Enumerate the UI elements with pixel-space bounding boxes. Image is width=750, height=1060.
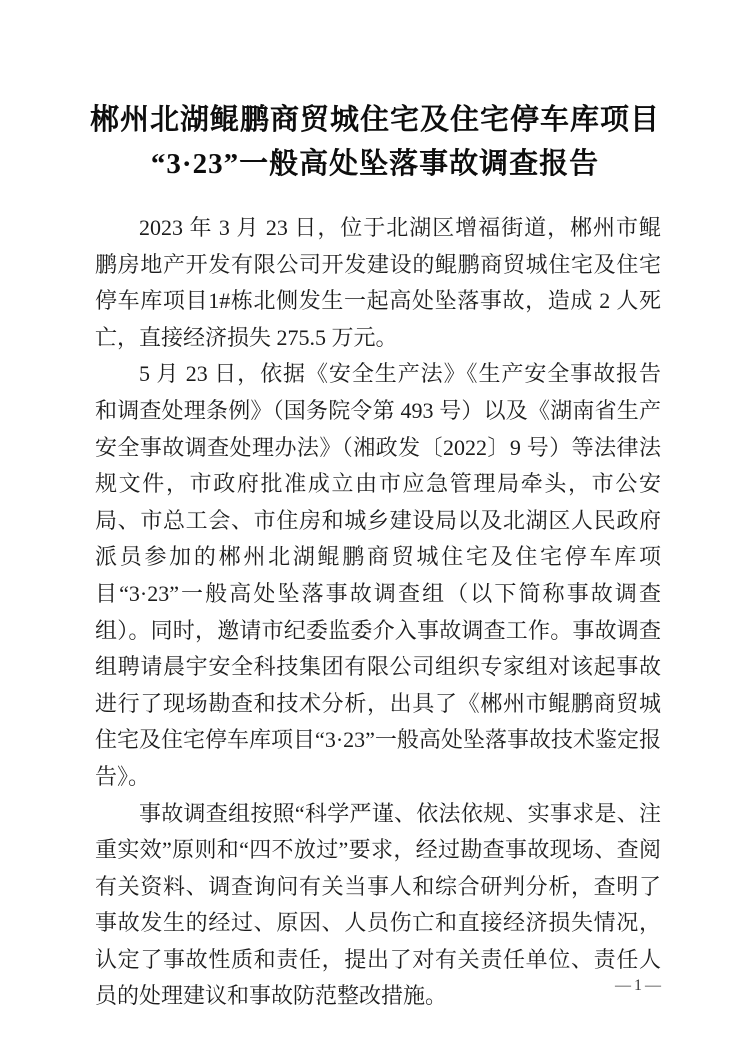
document-title — [0, 0, 750, 186]
document-title-line-2: “3·23”一般高处坠落事故调查报告 — [150, 148, 600, 180]
paragraph-incident-summary: 2023 年 3 月 23 日，位于北湖区增福街道，郴州市鲲鹏房地产开发有限公司开发建设的鲲鹏商贸城住宅及住宅停车库项目1#栋北侧发生一起高处坠落事故，造成 2 人死亡，直接经济损失 275.5 万元。 — [95, 215, 661, 350]
page-number: —1— — [615, 977, 664, 994]
document-body — [95, 210, 661, 1015]
paragraph-investigation-principles: 事故调查组按照“科学严谨、依法依规、实事求是、注重实效”原则和“四不放过”要求，经过勘查事故现场、查阅有关资料、调查询问有关当事人和综合研判分析，查明了事故发生的经过、原因、人员伤亡和直接经济损失情况，认定了事故性质和责任，提出了对有关责任单位、责任人员的处理建议和事故防范整改措施。 — [95, 800, 661, 1009]
paragraph-investigation-team: 5 月 23 日，依据《安全生产法》《生产安全事故报告和调查处理条例》（国务院令第 493 号）以及《湖南省生产安全事故调查处理办法》（湘政发〔2022〕9 号）等法律法规文件，市政府批准成立由市应急管理局牵头，市公安局、市总工会、市住房和城乡建设局以及北湖区人民政府派员参加的郴州北湖鲲鹏商贸城住宅及住宅停车库项目“3·23”一般高处坠落事故调查组（以下简称事故调查组）。同时，邀请市纪委监委介入事故调查工作。事故调查组聘请晨宇安全科技集团有限公司组织专家组对该起事故进行了现场勘查和技术分析，出具了《郴州市鲲鹏商贸城住宅及住宅停车库项目“3·23”一般高处坠落事故技术鉴定报告》。 — [95, 361, 661, 789]
document-title-line-1: 郴州北湖鲲鹏商贸城住宅及住宅停车库项目 — [89, 104, 660, 136]
